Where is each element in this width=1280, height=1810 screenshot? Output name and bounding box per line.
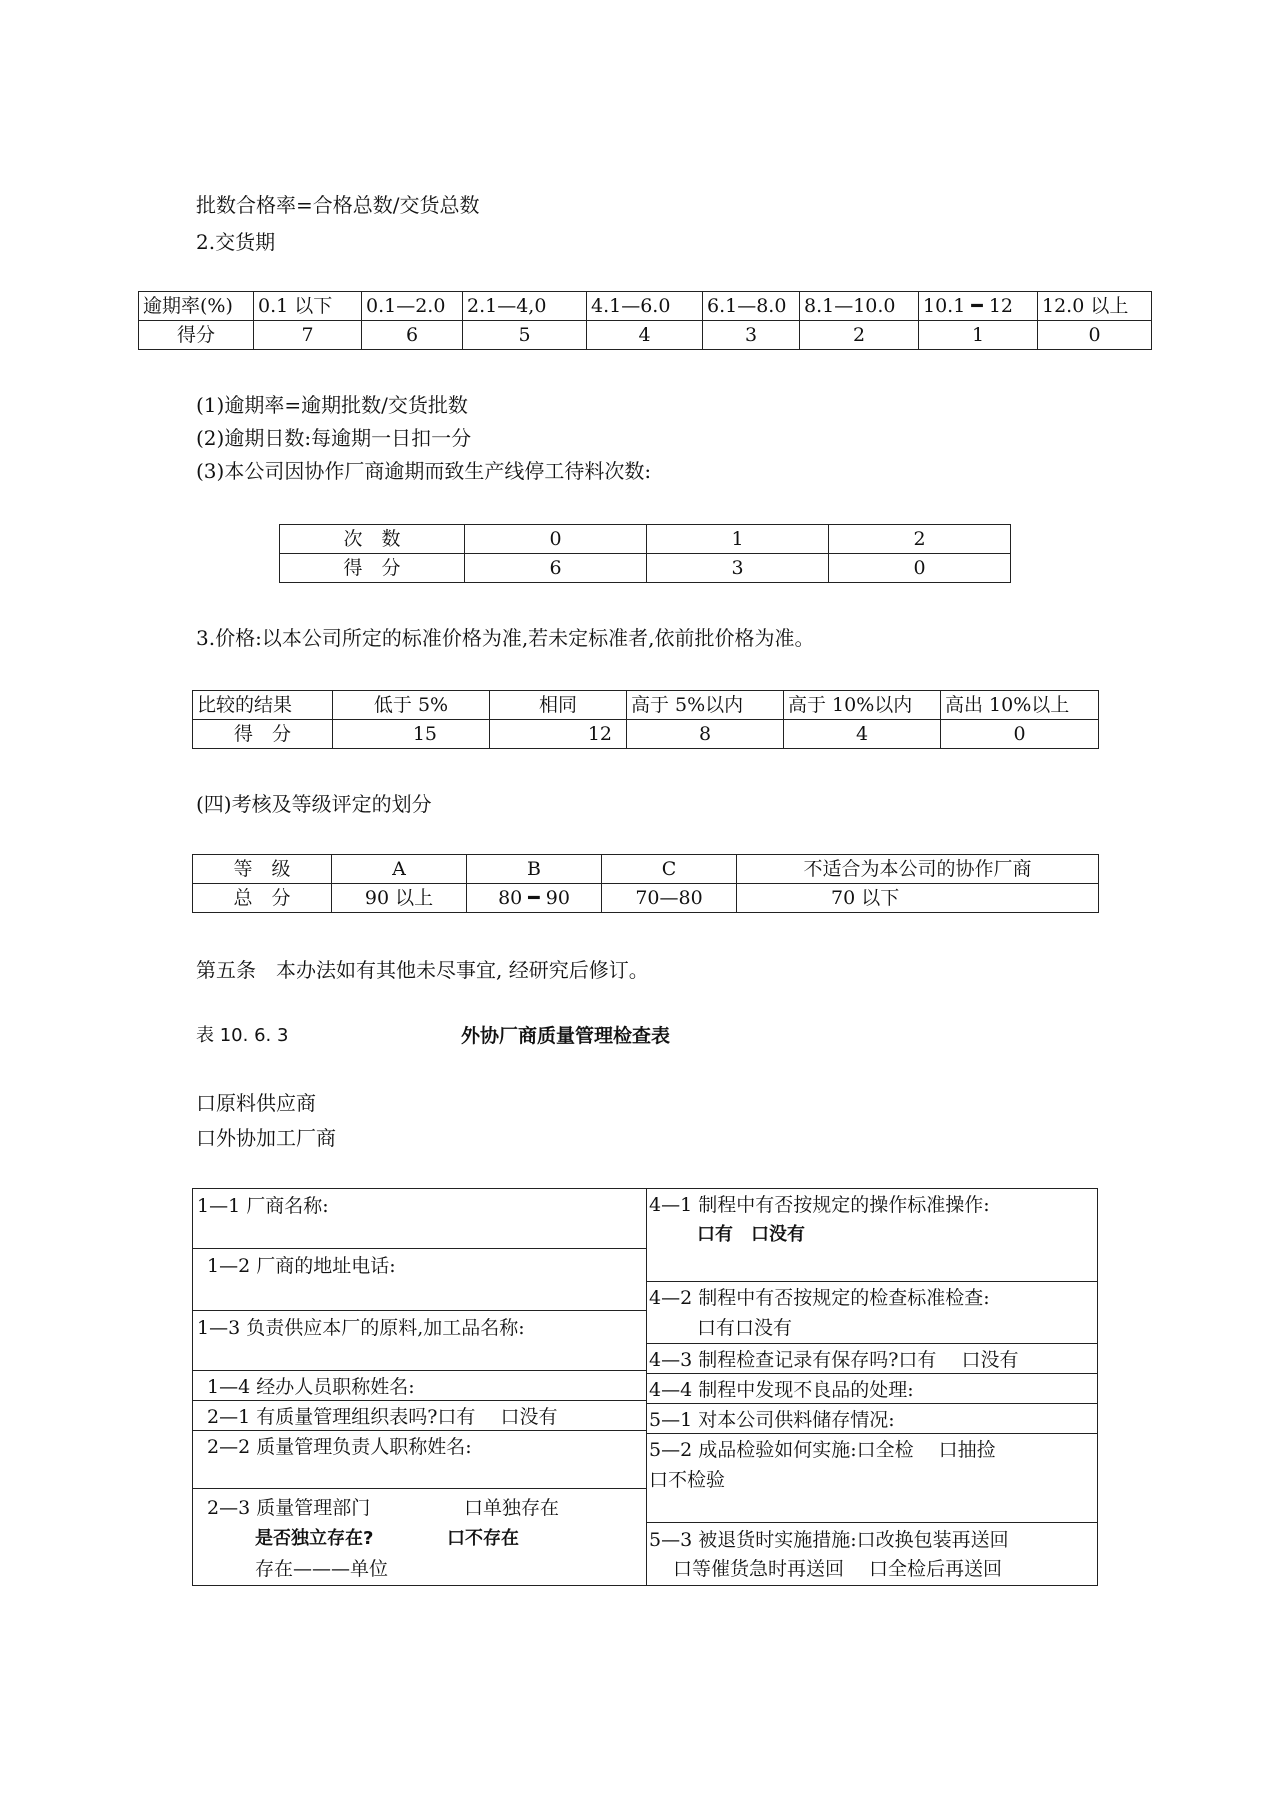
note-line: (1)逾期率=逾期批数/交货批数 bbox=[196, 393, 468, 417]
table-cell: 高于 5%以内 bbox=[627, 691, 784, 720]
section-price-heading: 3.价格:以本公司所定的标准价格为准,若未定标准者,依前批价格为准。 bbox=[196, 626, 815, 650]
table-cell: 0 bbox=[1038, 321, 1152, 350]
table-row bbox=[139, 321, 1152, 350]
field-qc-manager: 2—2 质量管理负责人职称姓名: bbox=[193, 1431, 646, 1489]
table-row bbox=[193, 691, 1099, 720]
table-row bbox=[193, 884, 1099, 913]
table-cell: C bbox=[602, 855, 737, 884]
table-cell: 等 级 bbox=[193, 855, 332, 884]
formula-line: 批数合格率=合格总数/交货总数 bbox=[196, 193, 480, 217]
table-cell: 比较的结果 bbox=[193, 691, 333, 720]
inspection-right-column bbox=[646, 1188, 1098, 1586]
table-cell: 4 bbox=[587, 321, 703, 350]
table-cell: 次 数 bbox=[280, 525, 465, 554]
table-cell: 2.1—4,0 bbox=[463, 292, 587, 321]
table-cell: 得 分 bbox=[193, 720, 333, 749]
table-cell: 70 以下 bbox=[737, 884, 1099, 913]
table-cell: 低于 5% bbox=[333, 691, 490, 720]
delay-rate-table bbox=[138, 291, 1152, 350]
table-cell: 1 bbox=[919, 321, 1038, 350]
section-grade-heading: (四)考核及等级评定的划分 bbox=[196, 792, 432, 816]
table-cell: B bbox=[467, 855, 602, 884]
table-cell: 6.1—8.0 bbox=[703, 292, 800, 321]
table-cell: 逾期率(%) bbox=[139, 292, 254, 321]
table-number: 表 10. 6. 3 bbox=[196, 1025, 289, 1046]
table-title: 外协厂商质量管理检查表 bbox=[461, 1025, 671, 1047]
grade-table bbox=[192, 854, 1099, 913]
table-cell: 不适合为本公司的协作厂商 bbox=[737, 855, 1099, 884]
checkbox-not-exist[interactable]: 口不存在 bbox=[447, 1528, 519, 1549]
table-cell: 0 bbox=[465, 525, 647, 554]
table-cell: A bbox=[332, 855, 467, 884]
field-vendor-address: 1—2 厂商的地址电话: bbox=[193, 1249, 646, 1311]
table-cell: 高于 10%以内 bbox=[784, 691, 941, 720]
table-cell: 8 bbox=[627, 720, 784, 749]
stop-count-table bbox=[279, 524, 1011, 583]
article-five: 第五条 本办法如有其他未尽事宜, 经研究后修订。 bbox=[196, 958, 649, 982]
checkbox-no-inspection[interactable]: 口不检验 bbox=[649, 1469, 726, 1491]
field-storage-status: 5—1 对本公司供料储存情况: bbox=[647, 1404, 1097, 1434]
table-cell: 0.1 以下 bbox=[254, 292, 362, 321]
table-cell: 10.1 ━ 12 bbox=[919, 292, 1038, 321]
field-return-measures[interactable]: 5—3 被退货时实施措施:口改换包装再送回 口等催货急时再送回 口全检后再送回 bbox=[649, 1529, 1009, 1580]
table-cell: 高出 10%以上 bbox=[941, 691, 1099, 720]
note-line: (2)逾期日数:每逾期一日扣一分 bbox=[196, 426, 472, 450]
table-cell: 6 bbox=[362, 321, 463, 350]
checkbox-outsource-processor[interactable]: 口外协加工厂商 bbox=[196, 1126, 336, 1150]
table-cell: 3 bbox=[647, 554, 829, 583]
table-cell: 90 以上 bbox=[332, 884, 467, 913]
field-qc-department[interactable]: 2—3 质量管理部门 口单独存在 是否独立存在? 口不存在 存在———单位 bbox=[207, 1497, 560, 1580]
table-row bbox=[139, 292, 1152, 321]
table-cell: 得 分 bbox=[280, 554, 465, 583]
table-row bbox=[193, 855, 1099, 884]
field-vendor-name: 1—1 厂商名称: bbox=[193, 1189, 646, 1249]
table-cell: 12.0 以上 bbox=[1038, 292, 1152, 321]
checkbox-inspection-yes-no[interactable]: 口有口没有 bbox=[697, 1317, 793, 1339]
table-cell: 4 bbox=[784, 720, 941, 749]
table-cell: 6 bbox=[465, 554, 647, 583]
table-cell: 2 bbox=[829, 525, 1011, 554]
checkbox-raw-supplier[interactable]: 口原料供应商 bbox=[196, 1091, 316, 1115]
inspection-left-column bbox=[192, 1188, 646, 1586]
table-cell: 12 bbox=[490, 720, 627, 749]
checkbox-independent[interactable]: 口单独存在 bbox=[464, 1497, 560, 1519]
field-finished-inspection[interactable]: 5—2 成品检验如何实施:口全检 口抽捡 口不检验 bbox=[647, 1434, 1097, 1523]
section-delivery-heading: 2.交货期 bbox=[196, 230, 276, 254]
field-record-kept[interactable]: 4—3 制程检查记录有保存吗?口有 口没有 bbox=[647, 1344, 1097, 1374]
table-cell: 总 分 bbox=[193, 884, 332, 913]
table-cell: 15 bbox=[333, 720, 490, 749]
field-qc-org-chart[interactable]: 2—1 有质量管理组织表吗?口有 口没有 bbox=[193, 1401, 646, 1431]
table-cell: 相同 bbox=[490, 691, 627, 720]
table-cell: 8.1—10.0 bbox=[800, 292, 919, 321]
table-cell: 0 bbox=[941, 720, 1099, 749]
note-line: (3)本公司因协作厂商逾期而致生产线停工待料次数: bbox=[196, 459, 652, 483]
table-cell: 70—80 bbox=[602, 884, 737, 913]
table-row bbox=[193, 720, 1099, 749]
table-cell: 0.1—2.0 bbox=[362, 292, 463, 321]
price-table bbox=[192, 690, 1099, 749]
table-cell: 80 ━ 90 bbox=[467, 884, 602, 913]
table-cell: 得分 bbox=[139, 321, 254, 350]
table-cell: 2 bbox=[800, 321, 919, 350]
field-defect-handling: 4—4 制程中发现不良品的处理: bbox=[647, 1374, 1097, 1404]
table-cell: 4.1—6.0 bbox=[587, 292, 703, 321]
table-cell: 3 bbox=[703, 321, 800, 350]
table-cell: 5 bbox=[463, 321, 587, 350]
checkbox-operation-yes-no[interactable]: 口有 口没有 bbox=[697, 1224, 805, 1245]
table-cell: 1 bbox=[647, 525, 829, 554]
table-row bbox=[280, 525, 1011, 554]
table-row bbox=[280, 554, 1011, 583]
table-cell: 0 bbox=[829, 554, 1011, 583]
field-supplied-materials: 1—3 负责供应本厂的原料,加工品名称: bbox=[193, 1311, 646, 1371]
field-handler-name: 1—4 经办人员职称姓名: bbox=[193, 1371, 646, 1401]
table-cell: 7 bbox=[254, 321, 362, 350]
field-operation-standard[interactable]: 4—1 制程中有否按规定的操作标准操作: 口有 口没有 bbox=[647, 1189, 1097, 1282]
field-inspection-standard[interactable]: 4—2 制程中有否按规定的检查标准检查: 口有口没有 bbox=[647, 1282, 1097, 1344]
